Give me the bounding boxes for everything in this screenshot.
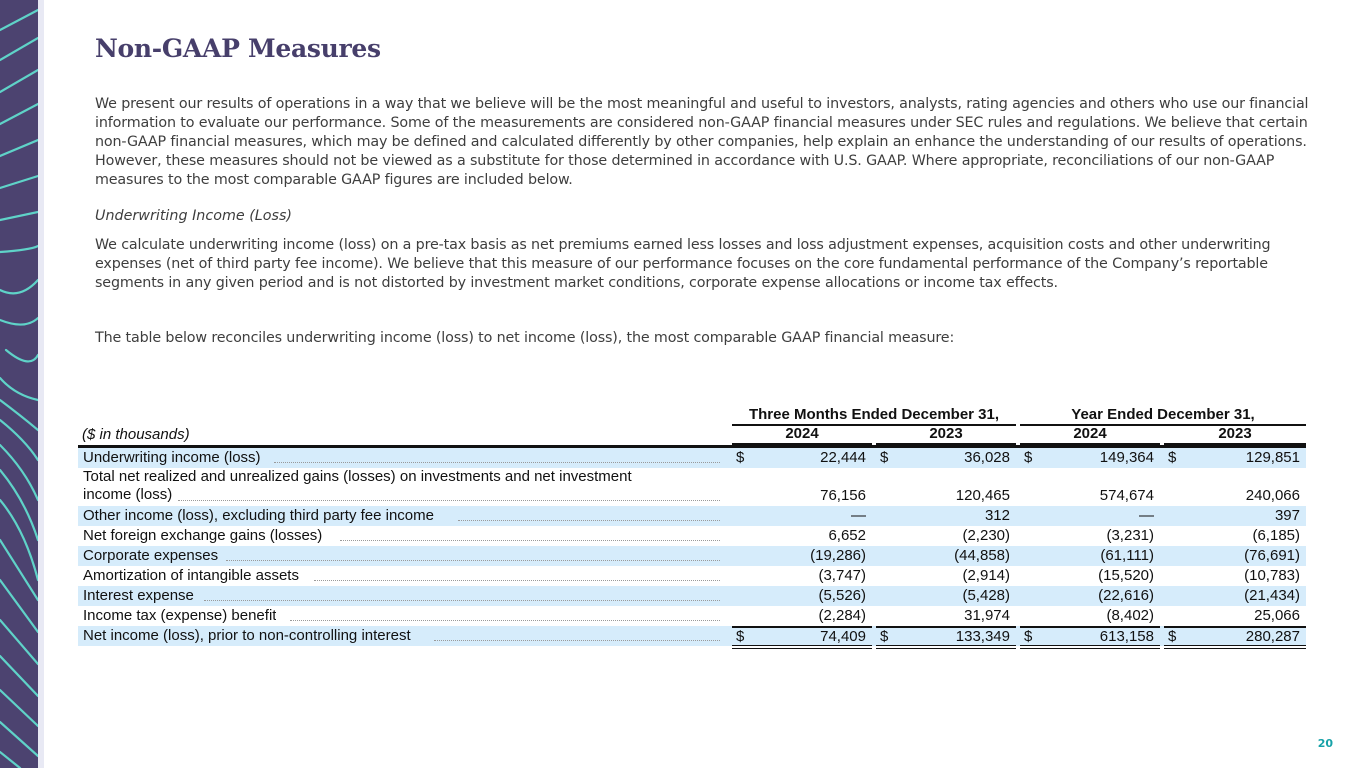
table-row bbox=[78, 468, 1306, 506]
row-label: Interest expense bbox=[83, 587, 194, 604]
table-period-header bbox=[78, 405, 1306, 425]
decorative-sidebar bbox=[0, 0, 38, 768]
value-cell: — bbox=[1139, 507, 1154, 524]
value-cell: (3,747) bbox=[818, 567, 866, 584]
value-cell: 120,465 bbox=[955, 487, 1010, 504]
row-label: Underwriting income (loss) bbox=[83, 449, 261, 466]
value-cell: 149,364 bbox=[1099, 449, 1154, 466]
col-header-y-2023: 2023 bbox=[1164, 425, 1306, 446]
value-cell: 574,674 bbox=[1099, 487, 1154, 504]
page-number: 20 bbox=[1317, 737, 1333, 750]
dollar-sign: $ bbox=[1024, 449, 1033, 466]
table-row bbox=[78, 606, 1306, 626]
leader-dots bbox=[204, 600, 720, 601]
table-column-header bbox=[78, 425, 1306, 445]
period-three-months: Three Months Ended December 31, bbox=[732, 405, 1016, 426]
value-cell: 6,652 bbox=[828, 527, 866, 544]
section-subheading: Underwriting Income (Loss) bbox=[95, 208, 292, 224]
value-cell: (19,286) bbox=[810, 547, 866, 564]
table-intro-paragraph: The table below reconciles underwriting income (loss) to net income (loss), the most comparable GAAP financial measure: bbox=[95, 330, 955, 346]
dollar-sign: $ bbox=[1168, 628, 1177, 645]
leader-dots bbox=[226, 560, 720, 561]
value-cell: 240,066 bbox=[1245, 487, 1300, 504]
page-title: Non-GAAP Measures bbox=[95, 34, 381, 63]
table-row bbox=[78, 506, 1306, 526]
value-cell: (2,914) bbox=[962, 567, 1010, 584]
value-cell: (44,858) bbox=[954, 547, 1010, 564]
definition-paragraph: We calculate underwriting income (loss) on a pre-tax basis as net premiums earned less losses and loss adjustment expenses, acquisition costs and other underwriting expenses (net of third party fee income). We believe that this measure of our performance focuses on the core fundamental performance of the Company’s reportable segments in any given period and is not distorted by investment market conditions, corporate expense allocations or income tax effects. bbox=[95, 237, 1271, 291]
value-cell: 74,409 bbox=[820, 628, 866, 645]
reconciliation-table bbox=[78, 405, 1306, 646]
units-label: ($ in thousands) bbox=[82, 426, 190, 443]
leader-dots bbox=[274, 462, 720, 463]
value-cell: 133,349 bbox=[955, 628, 1010, 645]
value-cell: 25,066 bbox=[1254, 607, 1300, 624]
dollar-sign: $ bbox=[736, 449, 745, 466]
value-cell: (61,111) bbox=[1100, 547, 1154, 564]
row-label-line2: income (loss) bbox=[83, 486, 173, 503]
row-label: Corporate expenses bbox=[83, 547, 219, 564]
col-header-y-2024: 2024 bbox=[1020, 425, 1160, 446]
sidebar-divider bbox=[38, 0, 44, 768]
leader-dots bbox=[314, 580, 720, 581]
value-cell: (8,402) bbox=[1106, 607, 1154, 624]
dollar-sign: $ bbox=[1024, 628, 1033, 645]
value-cell: 312 bbox=[984, 507, 1010, 524]
table-row-total bbox=[78, 626, 1306, 646]
row-label: Other income (loss), excluding third party fee income bbox=[83, 507, 434, 524]
leader-dots bbox=[340, 540, 720, 541]
value-cell: — bbox=[851, 507, 866, 524]
dollar-sign: $ bbox=[1168, 449, 1177, 466]
value-cell: (22,616) bbox=[1098, 587, 1154, 604]
value-cell: 22,444 bbox=[820, 449, 866, 466]
value-cell: (10,783) bbox=[1244, 567, 1300, 584]
value-cell: 31,974 bbox=[964, 607, 1010, 624]
value-cell: 613,158 bbox=[1099, 628, 1154, 645]
intro-paragraph: We present our results of operations in a way that we believe will be the most meaningful and useful to investors, analysts, rating agencies and others who use our financial information to evaluate our performance. Some of the measurements are considered non-GAAP financial measures under SEC rules and regulations. We believe that certain non-GAAP financial measures, which may be defined and calculated differently by other companies, help explain an enhance the understanding of our results of operations. However, these measures should not be viewed as a substitute for those determined in accordance with U.S. GAAP. Where appropriate, reconciliations of our non-GAAP measures to the most comparable GAAP figures are included below. bbox=[95, 96, 1309, 188]
wave-lines-pattern bbox=[0, 0, 38, 768]
leader-dots bbox=[458, 520, 720, 521]
row-label-line1: Total net realized and unrealized gains (losses) on investments and net investment bbox=[83, 468, 632, 485]
table-row bbox=[78, 526, 1306, 546]
value-cell: (15,520) bbox=[1098, 567, 1154, 584]
value-cell: (21,434) bbox=[1244, 587, 1300, 604]
row-label: Amortization of intangible assets bbox=[83, 567, 299, 584]
table-row bbox=[78, 448, 1306, 468]
value-cell: 280,287 bbox=[1245, 628, 1300, 645]
value-cell: (5,428) bbox=[962, 587, 1010, 604]
value-cell: (6,185) bbox=[1252, 527, 1300, 544]
value-cell: (3,231) bbox=[1106, 527, 1154, 544]
value-cell: 76,156 bbox=[820, 487, 866, 504]
value-cell: 129,851 bbox=[1245, 449, 1300, 466]
value-cell: (76,691) bbox=[1244, 547, 1300, 564]
row-label: Net income (loss), prior to non-controlling interest bbox=[83, 627, 411, 644]
col-header-q-2023: 2023 bbox=[876, 425, 1016, 446]
dollar-sign: $ bbox=[880, 628, 889, 645]
value-cell: (5,526) bbox=[818, 587, 866, 604]
row-label: Net foreign exchange gains (losses) bbox=[83, 527, 323, 544]
period-year: Year Ended December 31, bbox=[1020, 405, 1306, 426]
table-row bbox=[78, 586, 1306, 606]
dollar-sign: $ bbox=[880, 449, 889, 466]
col-header-q-2024: 2024 bbox=[732, 425, 872, 446]
value-cell: (2,230) bbox=[962, 527, 1010, 544]
value-cell: 36,028 bbox=[964, 449, 1010, 466]
value-cell: 397 bbox=[1274, 507, 1300, 524]
leader-dots bbox=[178, 500, 720, 501]
row-label: Income tax (expense) benefit bbox=[83, 607, 277, 624]
value-cell: (2,284) bbox=[818, 607, 866, 624]
leader-dots bbox=[290, 620, 720, 621]
table-row bbox=[78, 546, 1306, 566]
table-row bbox=[78, 566, 1306, 586]
dollar-sign: $ bbox=[736, 628, 745, 645]
leader-dots bbox=[434, 640, 720, 641]
